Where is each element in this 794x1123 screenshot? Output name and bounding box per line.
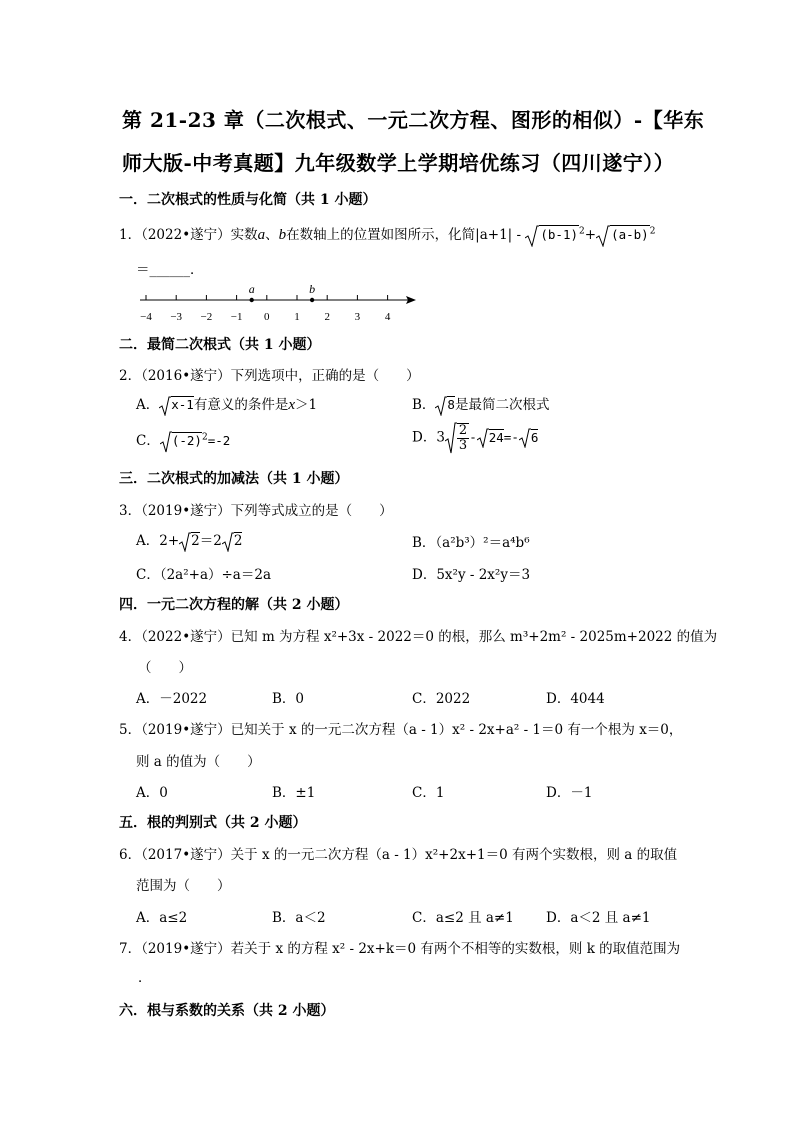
- radical: [160, 431, 172, 453]
- option-text: =-2: [207, 433, 231, 448]
- variable-b: b: [278, 227, 287, 243]
- option-a: A．a≤2: [136, 910, 188, 926]
- question-source: （2019•遂宁）: [141, 722, 231, 738]
- radicand: 2: [233, 533, 243, 549]
- radicand-1: (b-1): [540, 227, 579, 242]
- answer-blank: ＝______．: [136, 262, 204, 278]
- question-7: [119, 937, 680, 957]
- numerator: 2: [458, 423, 468, 438]
- tick-label: 0: [264, 311, 270, 323]
- option-b: B．±1: [272, 785, 316, 801]
- question-1: [119, 223, 655, 247]
- question-2: [119, 364, 420, 384]
- option-label: C．: [136, 433, 160, 449]
- option-c: C．2022: [412, 691, 471, 707]
- question-number: 5．: [119, 722, 142, 738]
- fraction: [457, 423, 469, 453]
- question-source: （2019•遂宁）: [141, 503, 231, 519]
- section-heading-4: 四．一元二次方程的解（共 2 小题）: [119, 597, 349, 613]
- point-b-dot: [310, 298, 314, 302]
- radicand: x-1: [171, 397, 194, 412]
- question-text: 已知 m 为方程 x²+3x - 2022＝0 的根，那么 m³+2m² - 2025m+2022 的值为: [230, 629, 718, 645]
- radicand: 2: [191, 533, 200, 549]
- plus-sign: +: [584, 227, 597, 243]
- tick-label: 2: [324, 311, 330, 323]
- minus-sign: -: [469, 429, 477, 445]
- option-c: C．1: [412, 785, 445, 801]
- denominator: 3: [458, 438, 468, 453]
- radicand: 24: [488, 429, 504, 445]
- point-b-label: b: [309, 284, 316, 296]
- option-text: ＞1: [295, 397, 318, 413]
- sqrt-icon: [525, 225, 539, 247]
- option-d: D．5x²y - 2x²y＝3: [412, 567, 531, 583]
- question-6-line-2: 范围为（ ）: [136, 878, 231, 894]
- question-number: 1．: [119, 227, 142, 243]
- sqrt-icon: [435, 396, 447, 416]
- option-a: [136, 529, 242, 552]
- option-b: B．a＜2: [272, 910, 326, 926]
- question-number: 7．: [119, 941, 142, 957]
- number-line-figure: [136, 284, 426, 326]
- radical: [519, 428, 531, 448]
- answer-blank: ．: [138, 970, 152, 986]
- sqrt-icon: [477, 428, 489, 448]
- option-b: B．（a²b³）²＝a⁴b⁶: [412, 535, 530, 551]
- option-b: [412, 393, 549, 416]
- question-source: （2017•遂宁）: [141, 847, 231, 863]
- section-heading-2: 二．最简二次根式（共 1 小题）: [119, 337, 321, 353]
- equals-sign: =-: [503, 429, 519, 445]
- option-d: D．－1: [546, 785, 593, 801]
- tick-label: 4: [384, 311, 391, 323]
- separator: 、: [265, 227, 279, 243]
- tick-label: −3: [170, 311, 183, 323]
- point-a-dot: [250, 298, 254, 302]
- point-a-label: a: [248, 284, 255, 296]
- section-heading-3: 三．二次根式的加减法（共 1 小题）: [119, 471, 349, 487]
- question-5: [119, 718, 682, 738]
- option-a: A．－2022: [136, 691, 208, 707]
- document-title-line-2: 师大版-中考真题】九年级数学上学期培优练习（四川遂宁））: [122, 151, 675, 175]
- option-d: D．4044: [546, 691, 605, 707]
- option-text: 是最简二次根式: [454, 397, 550, 413]
- option-text: 有意义的条件是: [193, 397, 289, 413]
- radicand: 8: [447, 397, 455, 412]
- question-source: （2016•遂宁）: [141, 368, 231, 384]
- radicand: 6: [530, 429, 539, 445]
- question-number: 4．: [119, 629, 142, 645]
- tick-label: −1: [230, 311, 243, 323]
- radical: [445, 422, 457, 454]
- radicand: (-2): [171, 433, 202, 448]
- radical: [435, 396, 447, 416]
- sqrt-icon: [179, 532, 191, 552]
- coefficient: 3: [436, 429, 445, 446]
- question-number: 3．: [119, 503, 142, 519]
- sqrt-icon: [160, 431, 172, 453]
- question-6: [119, 843, 677, 863]
- option-d: D．a＜2 且 a≠1: [546, 910, 651, 926]
- radical: [222, 532, 234, 552]
- option-b: B．0: [272, 691, 305, 707]
- question-5-line-2: 则 a 的值为（ ）: [136, 754, 261, 770]
- option-label: B．: [412, 397, 436, 413]
- question-source: （2019•遂宁）: [141, 941, 231, 957]
- question-text: 在数轴上的位置如图所示，化简|a+1|: [286, 227, 513, 243]
- exponent: 2: [201, 432, 208, 443]
- option-a: [136, 393, 317, 416]
- option-c: C．a≤2 且 a≠1: [412, 910, 514, 926]
- question-text: 实数: [230, 227, 258, 243]
- radical: [477, 428, 489, 448]
- option-label: D．: [412, 429, 437, 446]
- radical: [179, 532, 191, 552]
- document-title-line-1: 第 21-23 章（二次根式、一元二次方程、图形的相似）-【华东: [122, 108, 705, 132]
- sqrt-icon: [596, 225, 610, 247]
- option-d: [412, 422, 538, 454]
- sqrt-icon: [222, 532, 234, 552]
- minus-sign: -: [516, 227, 522, 243]
- question-3: [119, 499, 393, 519]
- sqrt-icon: [519, 428, 531, 448]
- question-source: （2022•遂宁）: [141, 629, 231, 645]
- section-heading-6: 六．根与系数的关系（共 2 小题）: [119, 1003, 335, 1019]
- question-text: 已知关于 x 的一元二次方程（a - 1）x² - 2x+a² - 1＝0 有一个根为 x＝0，: [230, 722, 683, 738]
- tick-label: 3: [354, 311, 361, 323]
- answer-paren: （ ）: [138, 660, 192, 676]
- question-source: （2022•遂宁）: [141, 227, 231, 243]
- radical: [159, 396, 171, 416]
- question-text: 若关于 x 的方程 x² - 2x+k＝0 有两个不相等的实数根，则 k 的取值范围为: [230, 941, 681, 957]
- option-c: C．（2a²+a）÷a＝2a: [136, 567, 271, 583]
- option-label: A．2+: [136, 533, 180, 549]
- option-label: A．: [136, 397, 160, 413]
- radicand-2: (a-b): [611, 227, 649, 242]
- exponent: 2: [579, 226, 585, 237]
- option-c: [136, 429, 230, 453]
- radical-2: [596, 225, 610, 247]
- section-heading-1: 一．二次根式的性质与化简（共 1 小题）: [119, 192, 377, 208]
- radical-1: [525, 225, 539, 247]
- option-a: A．0: [136, 785, 168, 801]
- variable-a: a: [257, 227, 266, 243]
- tick-label: 1: [294, 311, 300, 323]
- tick-label: −4: [140, 311, 152, 323]
- sqrt-icon: [445, 422, 457, 454]
- question-number: 6．: [119, 847, 142, 863]
- section-heading-5: 五．根的判别式（共 2 小题）: [119, 815, 307, 831]
- option-text: ＝2: [199, 533, 222, 549]
- tick-label: −2: [200, 311, 213, 323]
- sqrt-icon: [159, 396, 171, 416]
- question-text: 下列选项中，正确的是（ ）: [230, 368, 420, 384]
- exponent: 2: [649, 226, 656, 237]
- question-text: 下列等式成立的是（ ）: [230, 503, 393, 519]
- variable-x: x: [288, 397, 295, 413]
- question-text: 关于 x 的一元二次方程（a - 1）x²+2x+1＝0 有两个实数根，则 a 的取值: [230, 847, 678, 863]
- question-number: 2．: [119, 368, 142, 384]
- question-4: [119, 625, 717, 645]
